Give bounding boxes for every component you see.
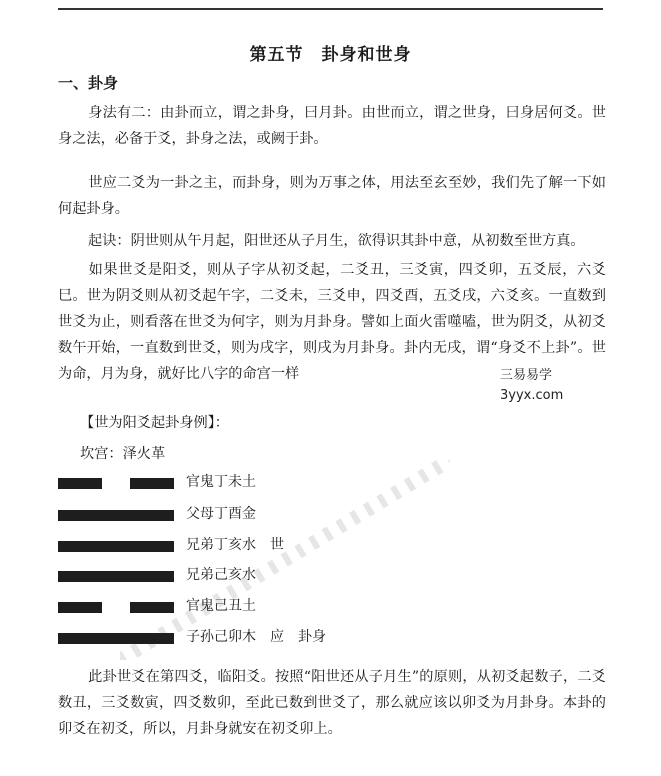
paragraph-text: 此卦世爻在第四爻，临阳爻。按照“阳世还从子月生”的原则，从初爻起数子，二爻数丑，三爻数寅，四爻数卯，至此已数到世爻了，那么就应该以卯爻为月卦身。本卦的卯爻在初爻，所以，月卦身就安在初爻卯上。 [58, 669, 606, 737]
paragraph-3 [58, 228, 606, 254]
conclusion-paragraph [58, 664, 606, 742]
paragraph-2 [58, 170, 606, 222]
paragraph-text: 起诀：阴世则从午月起，阳世还从子月生，欲得识其卦中意，从初数至世方真。 [88, 233, 585, 249]
top-rule [58, 8, 603, 10]
yao-line-5 [58, 502, 578, 526]
yin-bar-segment [130, 602, 174, 613]
yao-line-4 [58, 533, 578, 557]
watermark-url: 3yyx.com [500, 388, 564, 403]
yao-label: 子孙己卯木 应 卦身 [186, 629, 326, 645]
watermark-text: 三易易学 [500, 368, 553, 383]
section-title: 第五节 卦身和世身 [249, 45, 412, 65]
example-title: 【世为阳爻起卦身例】： [80, 415, 229, 431]
yao-label: 官鬼丁未土 [186, 474, 256, 490]
yao-line-6 [58, 470, 578, 494]
yang-bar [58, 541, 174, 552]
paragraph-text: 世应二爻为一卦之主，而卦身，则为万事之体，用法至玄至妙，我们先了解一下如何起卦身。 [58, 175, 606, 217]
yao-label: 父母丁酉金 [186, 506, 256, 522]
yin-bar-segment [58, 478, 102, 489]
yang-bar [58, 510, 174, 521]
hexagram-name: 坎宫：泽火革 [80, 446, 166, 462]
yao-label: 兄弟丁亥水 世 [186, 537, 284, 553]
yang-bar [58, 633, 174, 644]
yao-line-2 [58, 594, 578, 618]
section-heading: 一、卦身 [58, 74, 119, 92]
yang-bar [58, 571, 174, 582]
yin-bar-segment [130, 478, 174, 489]
yao-line-3 [58, 563, 578, 587]
paragraph-text: 身法有二：由卦而立，谓之卦身，曰月卦。由世而立，谓之世身，曰身居何爻。世身之法，必备于爻，卦身之法，或阙于卦。 [58, 105, 606, 147]
yao-line-1 [58, 625, 578, 649]
yao-label: 官鬼己丑土 [186, 598, 256, 614]
yin-bar-segment [58, 602, 102, 613]
paragraph-1 [58, 100, 606, 152]
watermark [500, 366, 563, 406]
paragraph-text: 如果世爻是阳爻，则从子字从初爻起，二爻丑，三爻寅，四爻卯，五爻辰，六爻巳。世为阴爻则从初爻起午字，二爻未，三爻申，四爻酉，五爻戌，六爻亥。一直数到世爻为止，则看落在世爻为何字，则为月卦身。譬如上面火雷噬嗑，世为阴爻，从初爻数午开始，一直数到世爻，则为戌字，则戌为月卦身。卦内无戌，谓“身爻不上卦”。世为命，月为身，就好比八字的命宫一样 [58, 262, 606, 382]
yao-label: 兄弟己亥水 [186, 567, 256, 583]
